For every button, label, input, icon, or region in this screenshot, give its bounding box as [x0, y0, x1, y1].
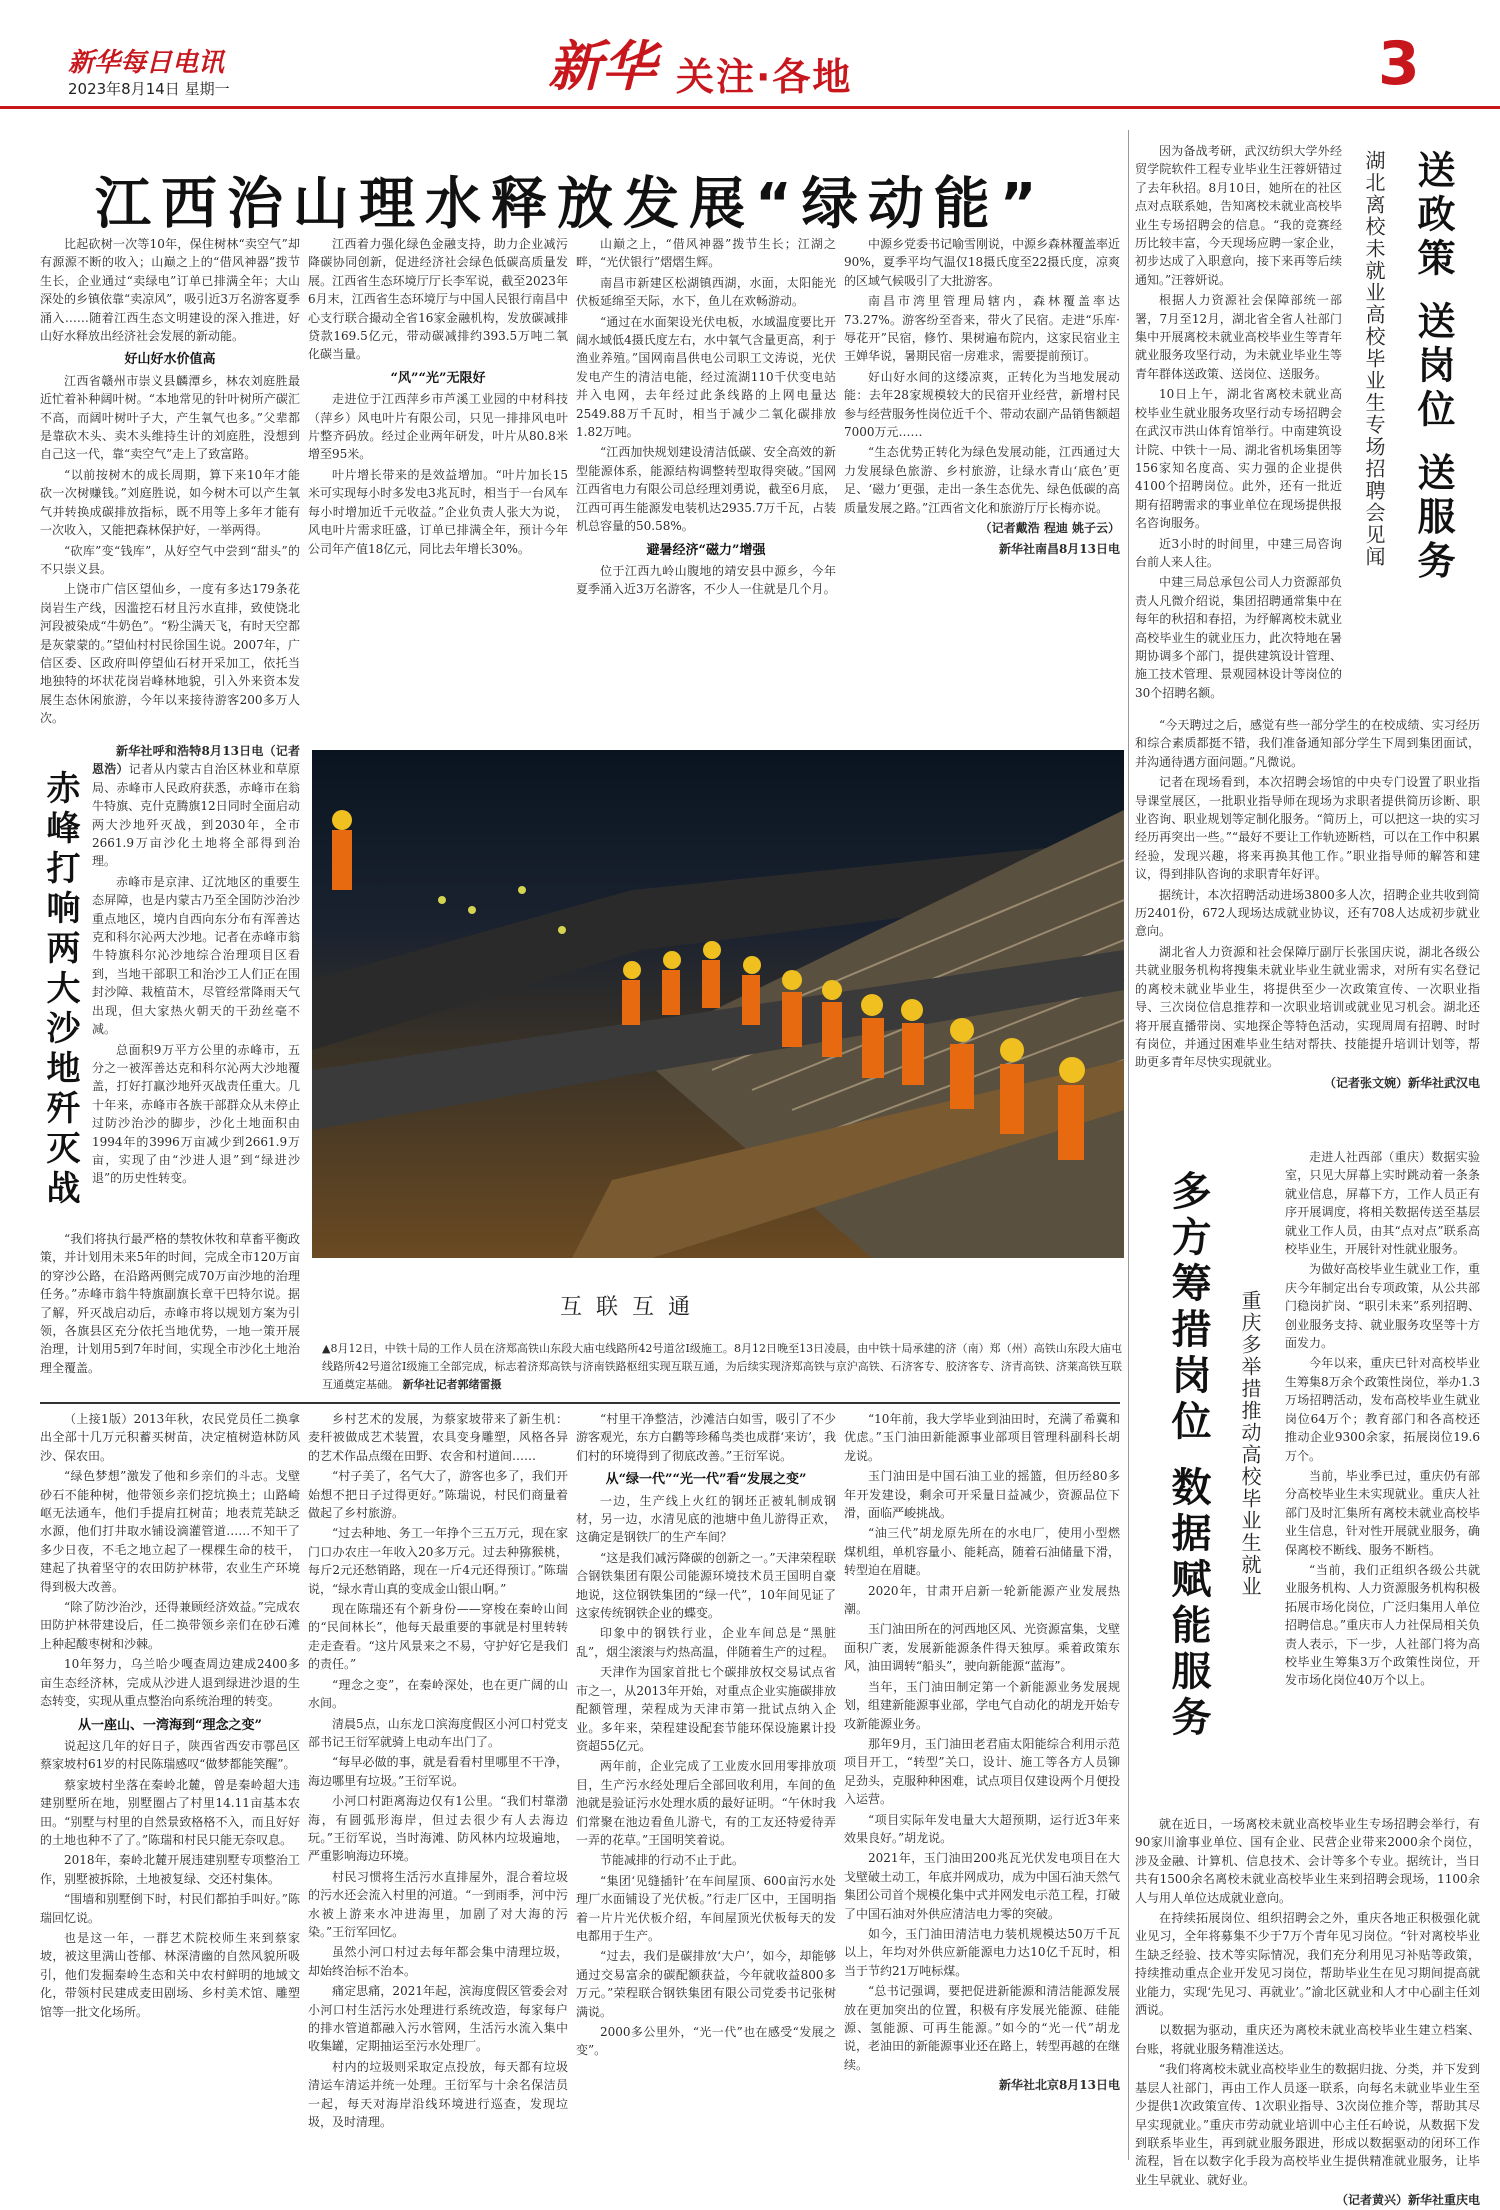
article-jiangxi-col3: [576, 235, 836, 715]
paragraph: 走进人社西部（重庆）数据实验室，只见大屏幕上实时跳动着一条条就业信息，屏幕下方，工作人员正有序开展调度，将相关数据传送至基层就业工作人员，由其“点对点”联系高校毕业生，开展针对性就业服务。: [1285, 1150, 1480, 1257]
article-jiangxi-col1: [40, 235, 300, 726]
paragraph: “过去种地、务工一年挣个三五万元，现在家门口办农庄一年收入20多万元。过去种猕猴桃，每斤2元还愁销路，现在一斤4元还得预订。”陈瑞说，“绿水青山真的变成金山银山啊。”: [308, 1526, 568, 1596]
paragraph: 江西着力强化绿色金融支持，助力企业减污降碳协同创新，促进经济社会绿色低碳高质量发展。江西省生态环境厅厅长李军说，截至2023年6月末，江西省生态环境厅与中国人民银行南昌中心支行联合撮动全省16家金融机构，发放碳减排贷款169.5亿元，带动碳减排约393.5万吨二氧化碳当量。: [308, 237, 568, 362]
paragraph: “当前，我们正组织各级公共就业服务机构、人力资源服务机构积极拓展市场化岗位，广泛归集用人单位招聘信息。”重庆市人力社保局相关负责人表示，下一步，人社部门将为高校毕业生筹集3万个政策性岗位，开发市场化岗位40万个以上。: [1285, 1562, 1480, 1688]
paragraph: 玉门油田所在的河西地区风、光资源富集，戈壁面积广袤，发展新能源条件得天独厚。乘着政策东风，油田调转“船头”，驶向新能源“蓝海”。: [844, 1622, 1121, 1674]
paragraph: 当前，毕业季已过，重庆仍有部分高校毕业生未实现就业。重庆人社部门及时汇集所有离校未就业高校毕业生信息，针对性开展就业服务，确保离校不断线、服务不断档。: [1285, 1468, 1480, 1557]
paragraph: 根据人力资源社会保障部统一部署，7月至12月，湖北省全省人社部门集中开展离校未就业高校毕业生等青年就业服务攻坚行动，为未就业毕业生等青年群体送政策、送岗位、送服务。: [1135, 293, 1342, 381]
paragraph: 据统计，本次招聘活动进场3800多人次，招聘企业共收到简历2401份，672人现场达成就业协议，还有708人达成初步就业意向。: [1135, 887, 1480, 939]
paragraph: 2018年，秦岭北麓开展违建别墅专项整治工作，别墅被拆除，土地被复绿、交还村集体。: [40, 1853, 300, 1886]
paragraph: 江西省赣州市崇义县麟潭乡，林农刘庭胜最近忙着补种阔叶树。“本地常见的针叶树所产碳汇不高，而阔叶树叶子大，产生氧气也多。”父辈都是靠砍木头、卖木头维持生计的刘庭胜，没想到自己这一代，靠“卖空气”走上了致富路。: [40, 373, 300, 462]
paragraph: “10年前，我大学毕业到油田时，充满了希冀和优虑。”玉门油田新能源事业部项目管理科副科长胡龙说。: [844, 1412, 1120, 1463]
paragraph: 玉门油田是中国石油工业的摇篮，但历经80多年开发建设，剩余可开采量日益减少，资源品位下滑，面临严峻挑战。: [844, 1469, 1120, 1521]
dateline-lead: [92, 742, 300, 871]
paragraph: “除了防沙治沙，还得兼顾经济效益。”完成农田防护林带建设后，任二换带领乡亲们在砂石滩上种起酸枣树和沙棘。: [40, 1600, 300, 1651]
photo-credit: 新华社记者郭绪雷摄: [402, 1378, 502, 1391]
paragraph: 以数据为驱动，重庆还为离校未就业高校毕业生建立档案、台账，将就业服务精准送达。: [1135, 2023, 1480, 2056]
article-jiangxi-col4: [844, 235, 1120, 715]
paragraph: 位于江西九岭山腹地的靖安县中源乡，今年夏季涌入近3万名游客，不少人一住就是几个月。: [576, 563, 836, 597]
paragraph: “村子美了，名气大了，游客也多了，我们开始想不把日子过得更好。”陈瑞说，村民们商量着做起了乡村旅游。: [308, 1469, 568, 1521]
article-chongqing-wide: [1135, 1815, 1480, 2208]
article-jiangxi-col2: [308, 235, 568, 715]
article-chifeng-lead: [92, 742, 300, 1222]
subheading: 好山好水价值高: [124, 352, 216, 368]
paragraph: 小河口村距离海边仅有1公里。“我们村靠渤海，有圆弧形海岸，但过去很少有人去海边玩。”王衍军说，当时海滩、防风林内垃圾遍地，严重影响海边环境。: [308, 1794, 568, 1864]
paragraph: “围墙和别墅倒下时，村民们都拍手叫好。”陈瑞回忆说。: [40, 1892, 300, 1925]
photo-caption: [322, 1340, 1122, 1396]
paragraph: 10日上午，湖北省离校未就业高校毕业生就业服务攻坚行动专场招聘会在武汉市洪山体育馆举行。中南建筑设计院、中铁十一局、湖北省机场集团等156家知名度高、实力强的企业提供4100个招聘岗位。此外，还有一批近期有招聘需求的事业单位在现场提供报名咨询服务。: [1135, 387, 1342, 531]
railway-workers-photo: [312, 750, 1124, 1258]
subheading: 避暑经济“磁力”增强: [646, 542, 766, 558]
paragraph: “我们将离校未就业高校毕业生的数据归拢、分类，并下发到基层人社部门，再由工作人员逐一联系，向每名未就业毕业生至少提供1次政策宣传、1次职业指导、3次岗位推介等，帮助其尽早实现就业。”重庆市劳动就业培训中心主任石岭说，从数据下发到联系毕业生，再到就业服务跟进，形成以数据驱动的闭环工作流程，旨在以数字化手段为高校毕业生提供精准就业服务，让毕业生早就业、就好业。: [1135, 2062, 1480, 2187]
paragraph: 上饶市广信区望仙乡，一度有多达179条花岗岩生产线，因滥挖石材且污水直排，致使饶北河段被染成“牛奶色”。“粉尘满天飞，有时天空都是灰蒙蒙的。”望仙村村民徐国生说。2007年，广信区委、区政府叫停望仙石材开采加工，依托当地独特的坏状花岗岩峰林地貌，引入外来资本发展生态休闲旅游，今年以来接待游客200多万人次。: [40, 582, 300, 726]
paragraph: 南昌市湾里管理局辖内，森林覆盖率达73.27%。游客纷至沓来，带火了民宿。走进“乐库·辱花开”民宿，修竹、果树遍布院内，这家民宿业主王婵华说，暑期民宿一房难求，需要提前预订。: [844, 294, 1120, 364]
headline-jiangxi: 江西治山理水释放发展“绿动能”: [95, 172, 1047, 237]
paragraph: 2000多公里外，“光一代”也在感受“发展之变”。: [576, 2025, 836, 2058]
paragraph: “集团‘见缝插针’在车间屋顶、600亩污水处理厂水面铺设了光伏板。”行走厂区中，王国明指着一片片光伏板介绍，车间屋顶光伏板每天的发电都用于生产。: [576, 1873, 836, 1943]
photo-caption-title: 互联互通: [560, 1295, 705, 1320]
paragraph: 节能减排的行动不止于此。: [600, 1853, 745, 1868]
paragraph: 为做好高校毕业生就业工作，重庆今年制定出台专项政策，从公共部门稳岗扩岗、“职引未来”系列招聘、创业服务支持、就业服务攻坚等十方面发力。: [1285, 1262, 1480, 1351]
paragraph: “过去，我们是碳排放‘大户’，如今，却能够通过交易富余的碳配额获益，今年就收益800多万元。”荣程联合钢铁集团有限公司党委书记张树满说。: [576, 1949, 836, 2019]
article-cont-col3: [576, 1410, 836, 2160]
brand-name: 新华每日电讯: [68, 48, 225, 78]
paragraph: 记者在现场看到，本次招聘会场馆的中央专门设置了职业指导课堂展区，一批职业指导师在现场为求职者提供简历诊断、职业咨询、职业规划等定制化服务。“简历上，可以把这一块的实习经历再突出一些。”“最好不要让工作轨迹断档，可以在工作中积累经验，发现兴趣，将来再换其他工作。”职业指导师的解答和建议，得到排队咨询的求职青年好评。: [1135, 775, 1480, 882]
paragraph: 山巅之上，“借风神器”拨节生长；江湖之畔，“光伏银行”熠熠生辉。: [576, 237, 836, 270]
paragraph: “通过在水面架设光伏电板，水域温度要比开阔水域低4摄氏度左右，水中氧气含量更高，利于渔业养殖。”国网南昌供电公司职工文涛说，光伏发电产生的清洁电能，经过流湖110千伏变电站并入电网，去年经过此条线路的上网电量达2549.88万千瓦时，相当于减少二氧化碳排放1.82万吨。: [576, 314, 836, 440]
dateline: 新华社呼和浩特8月13日电（记者恩浩）: [92, 744, 300, 777]
paragraph: “生态优势正转化为绿色发展动能，江西通过大力发展绿色旅游、乡村旅游，让绿水青山‘底色’更足、‘磁力’更强，走出一条生态优先、绿色低碳的高质量发展之路。”江西省文化和旅游厅厅长梅亦说。: [844, 445, 1120, 515]
paragraph: “以前按树木的成长周期，算下来10年才能砍一次树赚钱。”刘庭胜说，如今树木可以产生氧气并转换成碳排放指标，既不用等上多年才能有一次收入，又能把森林保护好，一举两得。: [40, 467, 300, 538]
article-cont-col2: [308, 1410, 568, 2160]
paragraph: 清晨5点，山东龙口滨海度假区小河口村党支部书记王衍军就骑上电动车出门了。: [308, 1716, 568, 1749]
paragraph: 说起这几年的好日子，陕西省西安市鄠邑区蔡家坡村61岁的村民陈瑞感叹“做梦都能笑醒”。: [40, 1738, 300, 1772]
paragraph: 因为备战考研，武汉纺织大学外经贸学院软件工程专业毕业生汪蓉妍错过了去年秋招。8月10日，她所在的社区点对点联系她，告知离校未就业高校毕业生专场招聘会的信息。“我的竞赛经历比较丰富，今天现场应聘一家企业，初步达成了入职意向，接下来再等后续通知。”汪蓉妍说。: [1135, 144, 1342, 287]
headline-hubei: 送政策 送岗位 送服务: [1411, 150, 1455, 585]
byline: （记者戴浩 程迪 姚子云）: [979, 521, 1120, 536]
paragraph: 村内的垃圾则采取定点投放，每天都有垃圾清运车清运并统一处理。王衍军与十余名保洁员一起，每天对海岸沿线环境进行巡查，发现垃圾，及时清理。: [308, 2059, 568, 2130]
paragraph: 痛定思痛，2021年起，滨海度假区管委会对小河口村生活污水处理进行系统改造，每家每户的排水管道都融入污水管网，生活污水流入集中收集罐，定期抽运至污水处理厂。: [308, 1984, 568, 2054]
dateline: 新华社北京8月13日电: [998, 2078, 1120, 2093]
subheading: 从一座山、一湾海到“理念之变”: [78, 1717, 262, 1733]
article-cont-col1: [40, 1410, 300, 2160]
paragraph: 在持续拓展岗位、组织招聘会之外，重庆各地正积极强化就业见习，全年将募集不少于7万个青年见习岗位。“针对离校毕业生缺乏经验、技术等实际情况，我们充分利用见习补贴等政策，持续推动重点企业开发见习岗位，帮助毕业生在见习期间提高就业能力，实现‘先见习、再就业’。”渝北区就业和人才中心副主任刘洒说。: [1135, 1911, 1480, 2018]
paragraph: 蔡家坡村坐落在秦岭北麓，曾是秦岭超大违建别墅所在地，别墅圈占了村里14.11亩基本农田。“别墅与村里的自然景致格格不入，而且好好的土地也种不了了。”陈瑞和村民只能无奈叹息。: [40, 1777, 300, 1847]
paragraph: 南昌市新建区松湖镇西湖，水面，太阳能光伏板延绵至天际，水下，鱼儿在欢畅游动。: [576, 275, 836, 309]
column-divider: [1128, 130, 1129, 2160]
paragraph: “项目实际年发电量大大超预期，运行近3年来效果良好。”胡龙说。: [844, 1812, 1120, 1845]
caption-text: ▲8月12日，中铁十局的工作人员在济郑高铁山东段大庙屯线路所42号道岔Ⅰ级施工。8月12日晚至13日凌晨，由中铁十局承建的济（南）郑（州）高铁山东段大庙屯线路所42号道岔Ⅰ级施工全部完成，标志着济郑高铁与济南铁路枢纽实现互联互通，为后续实现济郑高铁与京沪高铁、石济客专、胶济客专、济青高铁、济莱高铁互联互通奠定基础。: [322, 1342, 1122, 1391]
paragraph: 天津作为国家首批七个碳排放权交易试点省市之一，从2013年开始，对重点企业实施碳排放配额管理，荣程成为天津市第一批试点纳入企业。多年来，荣程建设配套节能环保设施累计投资超55亿元。: [576, 1665, 836, 1753]
section-rule: [40, 1402, 1120, 1404]
paragraph: “绿色梦想”激发了他和乡亲们的斗志。戈壁砂石不能种树，他带领乡亲们挖坑换土；山路崎岖无法通车，他们手提肩扛树苗；地表荒芜缺乏水源，他们打井取水铺设滴灌管道……不知干了多少日夜，不毛之地立起了一棵棵生命的枝干，建起了执着坚守的农田防护林带，农业生产环境得到极大改善。: [40, 1469, 300, 1594]
paragraph: 现在陈瑞还有个新身份——穿梭在秦岭山间的“民间林长”，他每天最重要的事就是村里转转走走查看。“这片风景来之不易，守护好它是我们的责任。”: [308, 1602, 568, 1672]
paragraph: 近3小时的时间里，中建三局咨询台前人来人往。: [1135, 536, 1342, 569]
paragraph: 印象中的钢铁行业，企业车间总是“黑脏乱”，烟尘滚滚与灼热高温，伴随着生产的过程。: [576, 1626, 836, 1659]
issue-date: 2023年8月14日 星期一: [68, 80, 230, 98]
paragraph: 赤峰市是京津、辽沈地区的重要生态屏障，也是内蒙古乃至全国防沙治沙重点地区，境内自西向东分布有浑善达克和科尔沁两大沙地。记者在赤峰市翁牛特旗科尔沁沙地综合治理项目区看到，当地干部职工和治沙工人们正在围封沙障、栽植苗木，尽管经常降雨天气出现，但大家热火朝天的干劲丝毫不减。: [92, 874, 300, 1037]
article-cont-col4: [844, 1410, 1120, 2160]
paragraph: 湖北省人力资源和社会保障厅副厅长张国庆说，湖北各级公共就业服务机构将搜集未就业毕业生就业需求，对所有实名登记的离校未就业毕业生，将提供至少一次政策宣传、一次职业指导、三次岗位信息推荐和一次职业培训或就业见习机会。湖北还将开展直播带岗、实地探企等特色活动，实现周周有招聘、时时有岗位，并通过困难毕业生结对帮扶、技能提升培训计划等，帮助更多青年尽快实现就业。: [1135, 944, 1480, 1070]
xinhua-logo: 新华: [548, 34, 656, 98]
masthead: [0, 0, 1500, 112]
paragraph: “每早必做的事，就是看看村里哪里不干净，海边哪里有垃圾。”王衍军说。: [308, 1755, 568, 1788]
paragraph: 也是这一年，一群艺术院校师生来到蔡家坡，被这里满山苍郁、林深清幽的自然风貌所吸引，他们发掘秦岭生态和关中农村鲜明的地域文化，带领村民建成麦田剧场、乡村美术馆、雕塑馆等一批文化场所。: [40, 1930, 300, 2019]
paragraph: 记者从内蒙古自治区林业和草原局、赤峰市人民政府获悉，赤峰市在翁牛特旗、克什克腾旗12日同时全面启动两大沙地歼灭战，到2030年，全市2661.9万亩沙化土地将全部得到治理。: [92, 762, 300, 869]
byline: （记者张文婉）新华社武汉电: [1323, 1075, 1480, 1090]
dateline: 新华社南昌8月13日电: [998, 541, 1120, 556]
paragraph: 中源乡党委书记喻雪刚说，中源乡森林覆盖率近90%，夏季平均气温仅18摄氏度至22摄氏度，凉爽的区域气候吸引了大批游客。: [844, 237, 1121, 288]
paragraph: 当年，玉门油田制定第一个新能源业务发展规划，组建新能源事业部，学电气自动化的胡龙开始专攻新能源业务。: [844, 1679, 1121, 1731]
byline: （记者黄兴）新华社重庆电: [1335, 2193, 1480, 2208]
article-hubei-wide: [1135, 716, 1480, 1116]
paragraph: “理念之变”，在秦岭深处，也在更广阔的山水间。: [308, 1677, 568, 1711]
paragraph: 比起砍树一次等10年，保住树林“卖空气”却有源源不断的收入；山巅之上的“借风神器”拨节生长，企业通过“卖绿电”订单已排满全年；大山深处的乡镇依靠“卖凉风”，吸引近3万名游客夏季涌入……随着江西生态文明建设的深入推进，好山好水释放出经济社会发展的新动能。: [40, 237, 300, 344]
page-number: 3: [1378, 29, 1420, 99]
paragraph: 好山好水间的这缕凉爽，正转化为当地发展动能：去年28家规模较大的民宿开业经营，新增村民参与经营服务性岗位近千个、带动农副产品销售额超7000万元……: [844, 369, 1121, 440]
paragraph: “今天聘过之后，感觉有些一部分学生的在校成绩、实习经历和综合素质都挺不错，我们准备通知部分学生下周到集团面试，并沟通待遇方面问题。”凡微说。: [1135, 718, 1480, 769]
paragraph: 村民习惯将生活污水直排屋外，混合着垃圾的污水还会流入村里的河道。“一到雨季，河中污水被上游来水冲进海里，加剧了对大海的污染。”王衍军回忆。: [308, 1869, 568, 1939]
paragraph: 就在近日，一场离校未就业高校毕业生专场招聘会举行，有90家川渝事业单位、国有企业、民营企业带来2000余个岗位，涉及金融、计算机、信息技术、会计等多个专业。据统计，当日共有1500余名离校未就业高校毕业生来到招聘会现场，1100余人与用人单位达成就业意向。: [1135, 1817, 1480, 1905]
subhead-chongqing: 重庆多举措推动高校毕业生就业: [1238, 1290, 1262, 1598]
paragraph: 中建三局总承包公司人力资源部负责人凡微介绍说，集团招聘通常集中在每年的秋招和春招，为纾解离校未就业高校毕业生的就业压力，此次特地在暑期协调多个部门，提供建筑设计管理、施工技术管理、景观园林设计等岗位的30个招聘名额。: [1135, 575, 1342, 700]
article-chongqing-narrow: [1285, 1148, 1480, 1808]
paragraph: 那年9月，玉门油田老君庙太阳能综合利用示范项目开工，“转型”关口，设计、施工等各方人员铆足劲头，克服种种困难，试点项目仅建设两个月便投入运营。: [844, 1736, 1121, 1807]
article-chifeng-tail: [40, 1230, 300, 1400]
paragraph: 总面积9万平方公里的赤峰市，五分之一被浑善达克和科尔沁两大沙地覆盖，打好打赢沙地歼灭战责任重大。几十年来，赤峰市各族干部群众从未停止过防沙治沙的脚步，沙化土地面积由1994年的3996万亩减少到2661.9万亩，实现了由“沙进人退”到“绿进沙退”的历史性转变。: [92, 1042, 300, 1186]
paragraph: “这是我们减污降碳的创新之一。”天津荣程联合钢铁集团有限公司能源环境技术员王国明自豪地说，这位钢铁集团的“绿一代”，10年间见证了这家传统钢铁企业的蝶变。: [576, 1550, 836, 1621]
headline-chifeng: 赤峰打响两大沙地歼灭战: [40, 770, 80, 1210]
paragraph: 叶片增长带来的是效益增加。“叶片加长15米可实现每小时多发电3兆瓦时，相当于一台风车每小时增加近千元收益。”企业负责人张大为说，风电叶片需求旺盛，订单已排满全年，预计今年公司年产值18亿元，同比去年增长30%。: [308, 467, 568, 556]
paragraph: “砍库”变“钱库”，从好空气中尝到“甜头”的不只崇义县。: [40, 543, 300, 576]
paragraph: “江西加快规划建设清洁低碳、安全高效的新型能源体系，能源结构调整转型取得突破。”国网江西省电力有限公司总经理刘勇说，截至6月底，江西可再生能源发电装机达2935.7万千瓦，占装机总容量的50.58%。: [576, 445, 836, 534]
paragraph: 一边，生产线上火红的钢坯正被轧制成钢材，另一边，水清见底的池塘中鱼儿游得正欢，这确定是钢铁厂的生产车间？: [576, 1493, 836, 1545]
paragraph: （上接1版）2013年秋，农民党员任二换拿出全部十几万元积蓄买树苗，决定植树造林防风沙、保农田。: [40, 1412, 300, 1463]
paragraph: 今年以来，重庆已针对高校毕业生筹集8万余个政策性岗位，举办1.3万场招聘活动，发布高校毕业生就业岗位64万个；教育部门和各高校还推动企业9300余家，拓展岗位19.6万个。: [1285, 1356, 1480, 1463]
paragraph: 乡村艺术的发展，为蔡家坡带来了新生机：麦秆被做成艺术装置，农具变身雕塑，风格各异的艺术作品点缀在田野、农舍和村道间……: [308, 1412, 568, 1463]
paragraph: 10年努力，乌兰哈少嘎查周边建成2400多亩生态经济林，完成从沙进人退到绿进沙退的生态转变，实现从重点整治向系统治理的转变。: [40, 1657, 300, 1709]
paragraph: 2020年，甘肃开启新一轮新能源产业发展热潮。: [844, 1583, 1120, 1617]
subhead-hubei: 湖北离校未就业高校毕业生专场招聘会见闻: [1362, 150, 1386, 568]
paragraph: “油三代”胡龙原先所在的水电厂，使用小型燃煤机组，单机容量小、能耗高，随着石油储量下滑，转型迫在眉睫。: [844, 1526, 1121, 1578]
paragraph: 虽然小河口村过去每年都会集中清理垃圾，却始终治标不治本。: [308, 1945, 568, 1978]
masthead-rule: [0, 106, 1500, 109]
subheading: 从“绿一代”“光一代”看“发展之变”: [605, 1472, 807, 1488]
paragraph: 走进位于江西萍乡市芦溪工业园的中材科技（萍乡）风电叶片有限公司，只见一排排风电叶片整齐码放。经过企业两年研发，叶片从80.8米增至95米。: [308, 392, 568, 462]
news-photo: [312, 750, 1124, 1258]
paragraph: “我们将执行最严格的禁牧休牧和草畜平衡政策，并计划用未来5年的时间，完成全市120万亩的穿沙公路，在沿路两侧完成70万亩沙地的治理任务。”赤峰市翁牛特旗副旗长章干巴特尔说。据了解，歼灭战启动后，赤峰市将以规划方案为引领，各旗县区充分依托当地优势，一地一策开展治理，计划用5到7年时间，实现全市沙化土地治理全覆盖。: [40, 1232, 300, 1375]
headline-chongqing: 多方筹措岗位 数据赋能服务: [1165, 1170, 1211, 1742]
section-title: 关注·各地: [676, 55, 853, 99]
paragraph: 两年前，企业完成了工业废水回用零排放项目，生产污水经处理后全部回收利用，车间的鱼池就是验证污水处理水质的最好证明。“午休时我们常聚在池边看鱼儿游弋，有的工友还特爱待弄一弄的花草。”王国明笑着说。: [576, 1759, 836, 1847]
subheading: “风”“光”无限好: [390, 370, 486, 386]
paragraph: “总书记强调，要把促进新能源和清洁能源发展放在更加突出的位置，积极有序发展光能源、硅能源、氢能源、可再生能源。”如今的“光一代”胡龙说，老油田的新能源事业还在路上，转型再越的在继续。: [844, 1984, 1121, 2072]
paragraph: 2021年，玉门油田200兆瓦光伏发电项目在大戈壁破土动工，年底并网成功，成为中国石油天然气集团公司首个规模化集中式并网发电示范工程，打破了中国石油对外供应清洁电力零的突破。: [844, 1851, 1121, 1921]
paragraph: “村里干净整洁，沙滩洁白如雪，吸引了不少游客观光，东方白鹳等珍稀鸟类也成群‘来访’，我们村的环境得到了彻底改善。”王衍军说。: [576, 1412, 836, 1463]
paragraph: 如今，玉门油田清洁电力装机规模达50万千瓦以上，年均对外供应新能源电力达10亿千瓦时，相当于节约21万吨标煤。: [844, 1926, 1120, 1978]
